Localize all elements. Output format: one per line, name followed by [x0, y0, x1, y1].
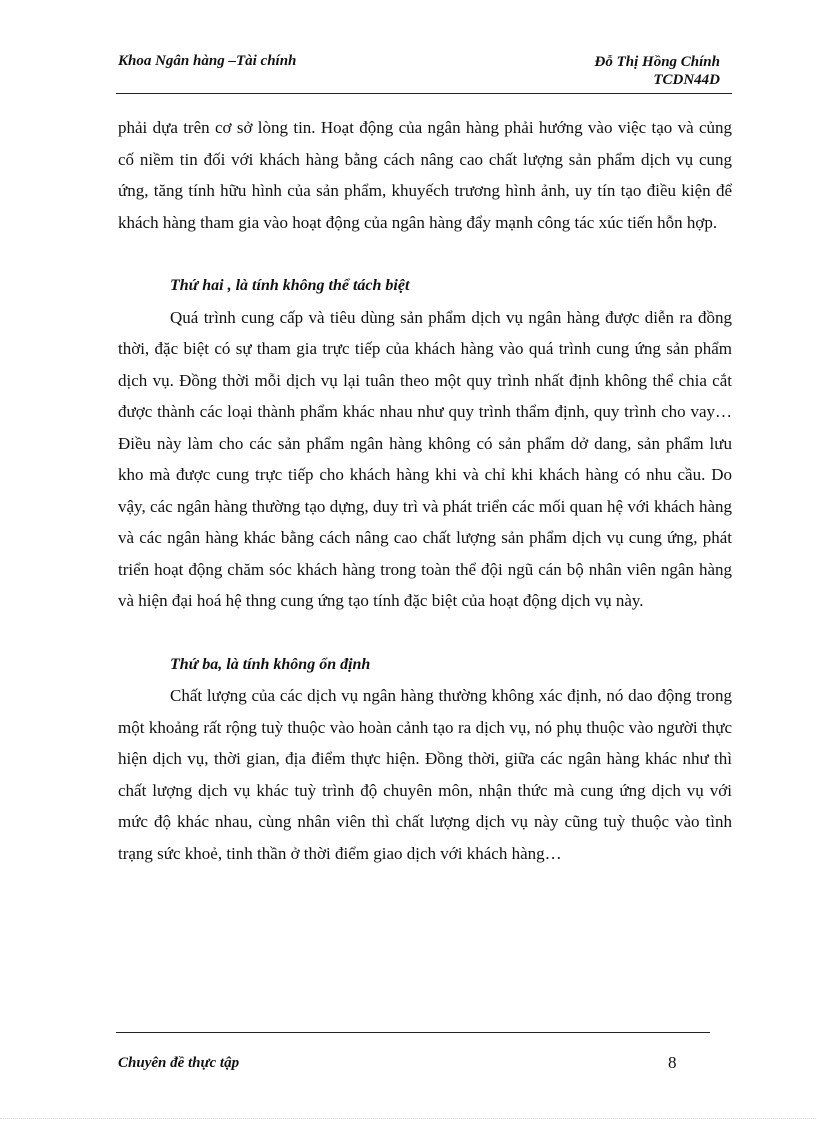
footer-divider — [116, 1032, 710, 1033]
header-divider — [116, 93, 732, 94]
document-body — [118, 112, 732, 869]
header-department: Khoa Ngân hàng –Tài chính — [118, 53, 297, 69]
section-heading-third: Thứ ba, là tính không ổn định — [170, 655, 371, 673]
page-number: 8 — [668, 1053, 677, 1072]
header-class-code: TCDN44D — [653, 72, 720, 88]
header-author-block — [520, 53, 720, 89]
paragraph-continued: phải dựa trên cơ sở lòng tin. Hoạt động của ngân hàng phải hướng vào việc tạo và củng cố niềm tin đối với khách hàng bằng cách nâng cao chất lượng sản phẩm dịch vụ cung ứng, tăng tính hữu hình của sản phẩm, khuyếch trương hình ảnh, uy tín tạo điều kiện để khách hàng tham gia vào hoạt động của ngân hàng đẩy mạnh công tác xúc tiến hỗn hợp. — [118, 118, 732, 232]
header-author: Đỗ Thị Hồng Chính — [594, 54, 720, 70]
paragraph-instability: Chất lượng của các dịch vụ ngân hàng thường không xác định, nó dao động trong một khoảng rất rộng tuỳ thuộc vào hoàn cảnh tạo ra dịch vụ, nó phụ thuộc vào người thực hiện dịch vụ, thời gian, địa điểm thực hiện. Đồng thời, giữa các ngân hàng khác như thì chất lượng dịch vụ khác tuỳ trình độ chuyên môn, nhận thức mà cung ứng dịch vụ với mức độ khác nhau, cùng nhân viên thì chất lượng dịch vụ này cũng tuỳ thuộc vào tình trạng sức khoẻ, tinh thần ở thời điểm giao dịch với khách hàng… — [118, 686, 732, 863]
footer-title: Chuyên đề thực tập — [118, 1055, 240, 1071]
page-bottom-edge — [0, 1118, 816, 1119]
paragraph-inseparability: Quá trình cung cấp và tiêu dùng sản phẩm dịch vụ ngân hàng được diễn ra đồng thời, đặc biệt có sự tham gia trực tiếp của khách hàng vào quá trình cung ứng sản phẩm dịch vụ. Đồng thời mỗi dịch vụ lại tuân theo một quy trình nhất định không thể chia cắt được thành các loại thành phẩm khác nhau như quy trình thẩm định, quy trình cho vay…Điều này làm cho các sản phẩm ngân hàng không có sản phẩm dở dang, sản phẩm lưu kho mà được cung trực tiếp cho khách hàng khi và chỉ khi khách hàng có nhu cầu. Do vậy, các ngân hàng thường tạo dựng, duy trì và phát triển các mối quan hệ với khách hàng và các ngân hàng khác bằng cách nâng cao chất lượng sản phẩm dịch vụ cung ứng, phát triển hoạt động chăm sóc khách hàng trong toàn thể đội ngũ cán bộ nhân viên ngân hàng và hiện đại hoá hệ thng cung ứng tạo tính đặc biệt của hoạt động dịch vụ này. — [118, 307, 732, 610]
section-heading-second: Thứ hai , là tính không thể tách biệt — [170, 277, 410, 294]
